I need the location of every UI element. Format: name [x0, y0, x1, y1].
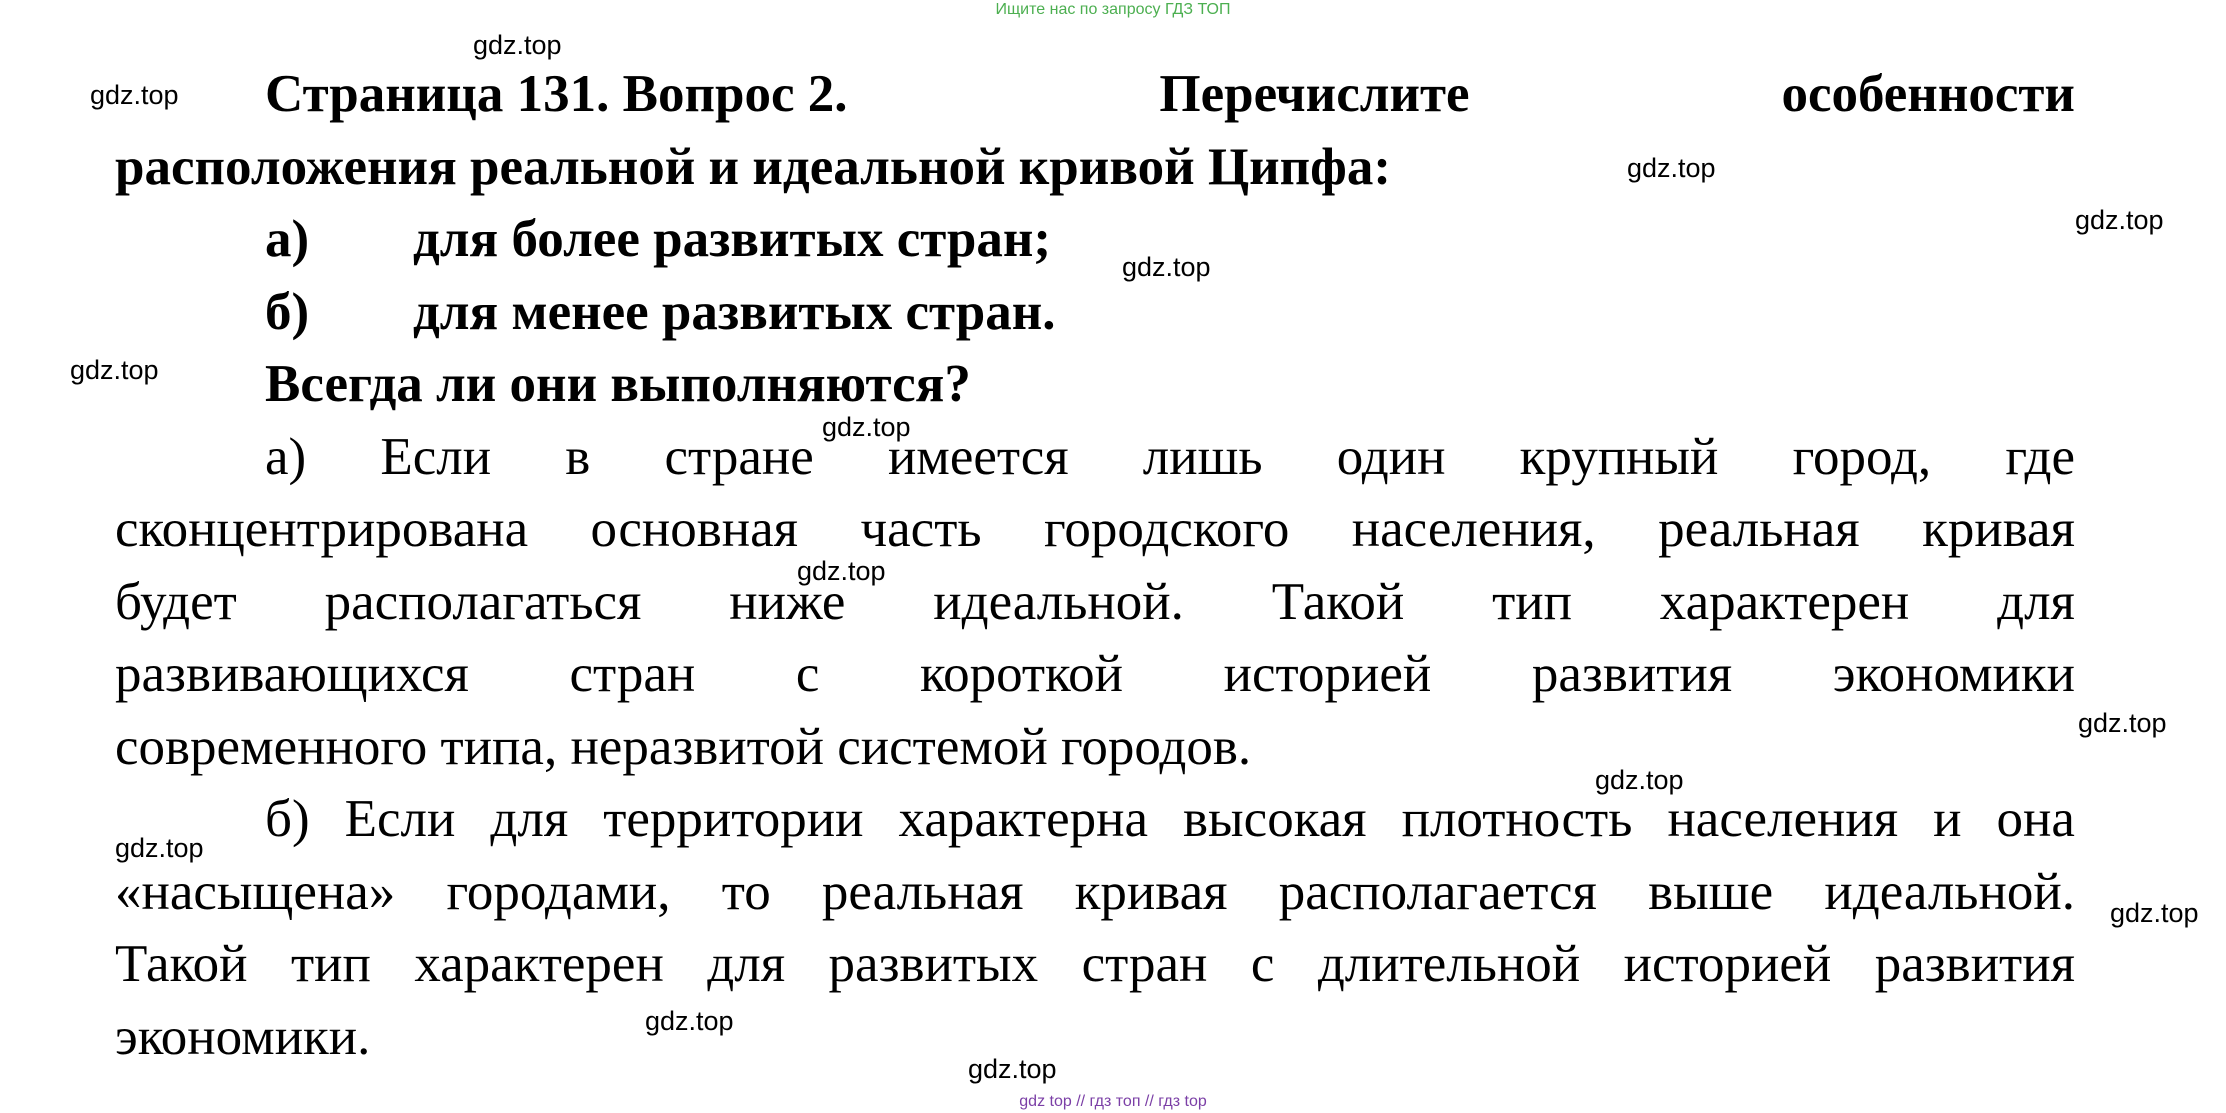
answer-word: характерна [898, 790, 1148, 848]
answer-word: и [1933, 790, 1962, 848]
question-line-2: расположения реальной и идеальной кривой Ципфа: [115, 137, 1391, 196]
question-line-1 [115, 58, 2075, 131]
watermark: gdz.top [645, 1006, 734, 1036]
answer-word: идеальной. [933, 572, 1184, 631]
watermark: gdz.top [2078, 708, 2167, 738]
answer-word: стран [1081, 935, 1208, 993]
answer-word: располагаться [324, 572, 642, 631]
answer-word: для [707, 935, 786, 993]
answer-word: будет [115, 572, 237, 631]
answer-word: лишь [1142, 427, 1263, 486]
item-a-label: а) [265, 210, 310, 268]
question-line-5: Всегда ли они выполняются? [265, 355, 971, 413]
answer-word: с [1250, 935, 1275, 993]
watermark: gdz.top [90, 80, 179, 110]
question-item-a [115, 203, 2075, 276]
answer-b-line-4: экономики. [115, 1007, 371, 1066]
answer-word: Если [344, 790, 456, 848]
answer-word: ниже [729, 572, 846, 631]
question-word: Перечислите [1159, 65, 1470, 123]
answer-word: длительной [1317, 935, 1581, 993]
answer-word: для [490, 790, 569, 848]
item-b-text: для менее развитых стран. [413, 282, 1056, 341]
answer-b-line-3 [115, 928, 2075, 1001]
solution-text [115, 58, 2075, 1073]
answer-word: тип [1492, 572, 1572, 631]
answer-word: она [1996, 790, 2075, 848]
answer-word: имеется [887, 427, 1069, 486]
question-word: особенности [1781, 65, 2075, 123]
answer-word: выше [1648, 862, 1774, 921]
answer-a-line-2 [115, 493, 2075, 566]
answer-a-line-5: современного типа, неразвитой системой городов. [115, 717, 1252, 776]
answer-word: историей [1223, 645, 1432, 703]
answer-word: развитых [828, 935, 1039, 993]
answer-word: идеальной. [1824, 862, 2075, 921]
answer-word: часть [860, 500, 982, 558]
watermark: gdz.top [822, 412, 911, 442]
answer-word: характерен [414, 935, 664, 993]
answer-a-line-4 [115, 638, 2075, 711]
answer-word: стране [664, 427, 814, 486]
item-b-label: б) [265, 282, 310, 341]
answer-word: кривая [1922, 500, 2075, 558]
answer-word: реальная [821, 862, 1024, 921]
answer-word: характерен [1659, 572, 1910, 631]
answer-word: «насыщена» [115, 862, 396, 921]
answer-word: населения [1667, 790, 1899, 848]
answer-word: для [1997, 572, 2075, 631]
watermark: gdz.top [70, 355, 159, 385]
watermark: gdz.top [797, 556, 886, 586]
answer-word: Такой [115, 935, 248, 993]
answer-b-line-1 [115, 783, 2075, 856]
answer-word: реальная [1658, 500, 1860, 558]
item-a-text: для более развитых стран; [413, 210, 1052, 268]
answer-word: развития [1531, 645, 1733, 703]
top-banner[interactable]: Ищите нас по запросу ГДЗ ТОП [995, 1, 1231, 18]
answer-word: городами, [446, 862, 671, 921]
answer-word: стран [569, 645, 696, 703]
watermark: gdz.top [1122, 252, 1211, 282]
answer-word: плотность [1401, 790, 1633, 848]
watermark: gdz.top [1627, 153, 1716, 183]
answer-word: в [565, 427, 591, 486]
question-item-b [115, 276, 2075, 349]
answer-word: город, [1792, 427, 1932, 486]
answer-word: тип [290, 935, 371, 993]
answer-word: городского [1043, 500, 1290, 558]
answer-word: Такой [1271, 572, 1405, 631]
watermark: gdz.top [115, 833, 204, 863]
answer-word: Если [380, 427, 492, 486]
answer-word: а) [265, 427, 307, 486]
answer-a-line-3 [115, 566, 2075, 639]
question-page-ref: Страница 131. Вопрос 2. [265, 65, 848, 123]
answer-a-line-1 [115, 421, 2075, 494]
answer-word: развивающихся [115, 645, 469, 703]
answer-word: располагается [1278, 862, 1597, 921]
answer-word: с [795, 645, 820, 703]
answer-word: короткой [920, 645, 1123, 703]
answer-word: историей [1623, 935, 1832, 993]
answer-word: один [1336, 427, 1446, 486]
answer-word: территории [603, 790, 864, 848]
answer-word: высокая [1183, 790, 1367, 848]
answer-word: населения, [1351, 500, 1596, 558]
watermark: gdz.top [968, 1054, 1057, 1084]
answer-word: то [721, 862, 771, 921]
answer-word: развития [1874, 935, 2075, 993]
watermark: gdz.top [2075, 205, 2164, 235]
answer-word: крупный [1519, 427, 1719, 486]
answer-word: экономики [1832, 645, 2075, 703]
watermark: gdz.top [2110, 898, 2199, 928]
answer-word: сконцентрирована [115, 500, 529, 558]
answer-word: основная [590, 500, 799, 558]
answer-word: б) [265, 790, 310, 848]
answer-word: кривая [1074, 862, 1228, 921]
watermark: gdz.top [473, 30, 562, 60]
answer-word: где [2005, 427, 2075, 486]
bottom-banner[interactable]: gdz top // гдз топ // гдз top [1019, 1093, 1207, 1110]
watermark: gdz.top [1595, 765, 1684, 795]
answer-b-line-2 [115, 856, 2075, 929]
